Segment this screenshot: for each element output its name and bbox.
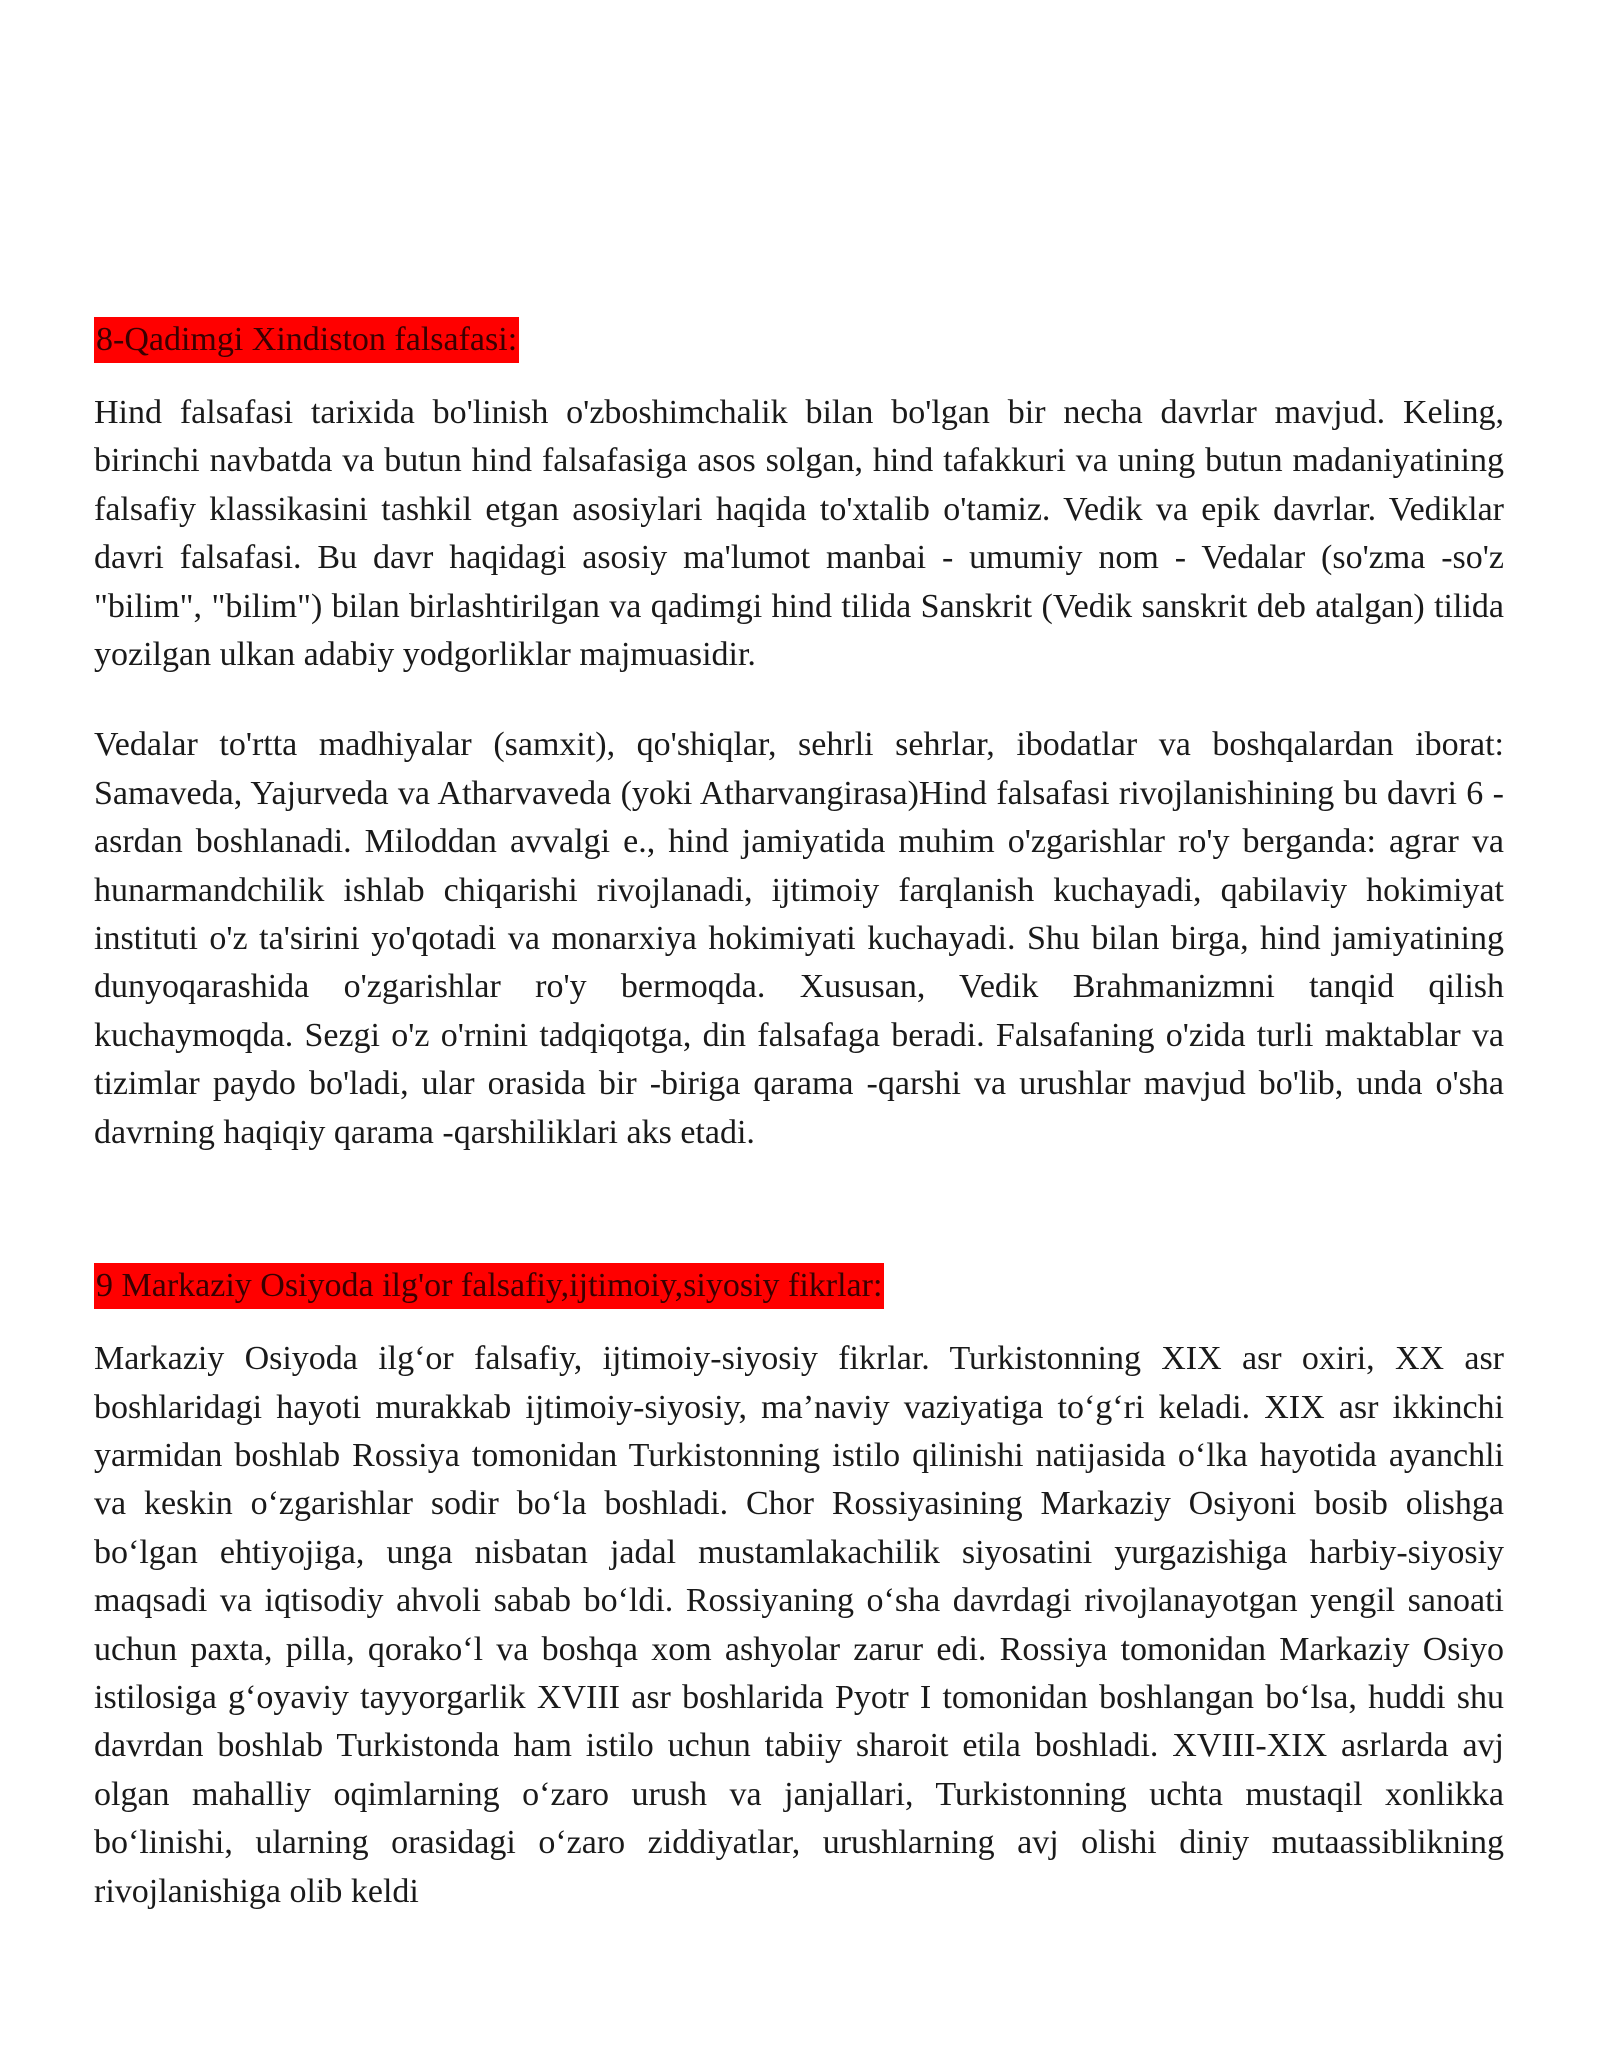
section-8 bbox=[94, 317, 1504, 363]
document-content bbox=[94, 317, 1504, 1916]
section-9-paragraph-1: Markaziy Osiyoda ilg‘or falsafiy, ijtimoiy-siyosiy fikrlar. Turkistonning XIX asr oxiri, XX asr boshlaridagi hayoti murakkab ijtimoiy-siyosiy, ma’naviy vaziyatiga to‘g‘ri keladi. XIX asr ikkinchi yarmidan boshlab Rossiya tomonidan Turkistonning istilo qilinishi natijasida o‘lka hayotida ayanchli va keskin o‘zgarishlar sodir bo‘la boshladi. Chor Rossiyasining Markaziy Osiyoni bosib olishga bo‘lgan ehtiyojiga, unga nisbatan jadal mustamlakachilik siyosatini yurgazishiga harbiy-siyosiy maqsadi va iqtisodiy ahvoli sabab bo‘ldi. Rossiyaning o‘sha davrdagi rivojlanayotgan yengil sanoati uchun paxta, pilla, qorako‘l va boshqa xom ashyolar zarur edi. Rossiya tomonidan Markaziy Osiyo istilosiga g‘oyaviy tayyorgarlik XVIII asr boshlarida Pyotr I tomonidan boshlangan bo‘lsa, huddi shu davrdan boshlab Turkistonda ham istilo uchun tabiiy sharoit etila boshladi. XVIII-XIX asrlarda avj olgan mahalliy oqimlarning o‘zaro urush va janjallari, Turkistonning uchta mustaqil xonlikka bo‘linishi, ularning orasidagi o‘zaro ziddiyatlar, urushlarning avj olishi diniy mutaassiblikning rivojlanishiga olib keldi bbox=[94, 1340, 1504, 1910]
section-9-heading: 9 Markaziy Osiyoda ilg'or falsafiy,ijtimoiy,siyosiy fikrlar: bbox=[94, 1263, 884, 1309]
section-8-paragraph-2: Vedalar to'rtta madhiyalar (samxit), qo'shiqlar, sehrli sehrlar, ibodatlar va boshqalardan iborat: Samaveda, Yajurveda va Atharvaveda (yoki Atharvangirasa)Hind falsafasi rivojlanishining bu davri 6 -asrdan boshlanadi. Miloddan avvalgi e., hind jamiyatida muhim o'zgarishlar ro'y berganda: agrar va hunarmandchilik ishlab chiqarishi rivojlanadi, ijtimoiy farqlanish kuchayadi, qabilaviy hokimiyat instituti o'z ta'sirini yo'qotadi va monarxiya hokimiyati kuchayadi. Shu bilan birga, hind jamiyatining dunyoqarashida o'zgarishlar ro'y bermoqda. Xususan, Vedik Brahmanizmni tanqid qilish kuchaymoqda. Sezgi o'z o'rnini tadqiqotga, din falsafaga beradi. Falsafaning o'zida turli maktablar va tizimlar paydo bo'ladi, ular orasida bir -biriga qarama -qarshi va urushlar mavjud bo'lib, unda o'sha davrning haqiqiy qarama -qarshiliklari aks etadi. bbox=[94, 726, 1504, 1151]
section-8-paragraph-1: Hind falsafasi tarixida bo'linish o'zboshimchalik bilan bo'lgan bir necha davrlar mavjud. Keling, birinchi navbatda va butun hind falsafasiga asos solgan, hind tafakkuri va uning butun madaniyatining falsafiy klassikasini tashkil etgan asosiylari haqida to'xtalib o'tamiz. Vedik va epik davrlar. Vediklar davri falsafasi. Bu davr haqidagi asosiy ma'lumot manbai - umumiy nom - Vedalar (so'zma -so'z "bilim", "bilim") bilan birlashtirilgan va qadimgi hind tilida Sanskrit (Vedik sanskrit deb atalgan) tilida yozilgan ulkan adabiy yodgorliklar majmuasidir. bbox=[94, 394, 1504, 674]
section-9 bbox=[94, 1263, 1504, 1309]
section-8-heading: 8-Qadimgi Xindiston falsafasi: bbox=[94, 317, 519, 363]
